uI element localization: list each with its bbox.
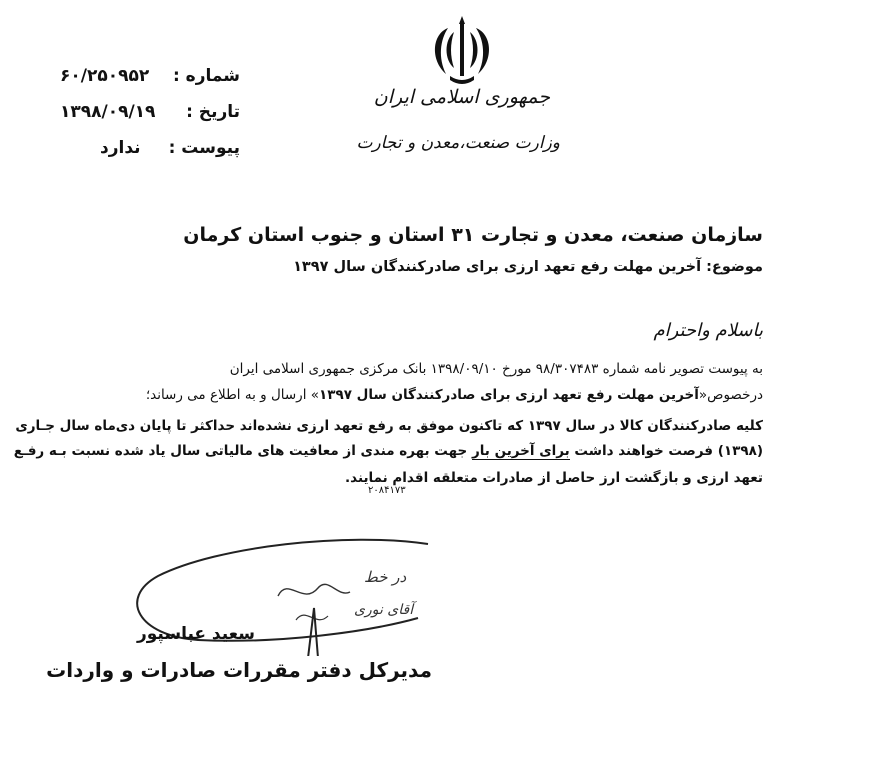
ministry-name: وزارت صنعت،معدن و تجارت <box>356 133 560 153</box>
letter-number-value: ۶۰/۲۵۰۹۵۲ <box>60 66 150 86</box>
republic-name: جمهوری اسلامی ایران <box>373 86 550 108</box>
subject-label: موضوع: <box>706 259 763 275</box>
letter-attachment-label: پیوست : <box>168 138 240 158</box>
greeting: باسلام واحترام <box>653 320 763 341</box>
paragraph-line-3: کلیه صادرکنندگان کالا در سال ۱۳۹۷ که تاکنون موفق به رفع تعهد ارزی نشده‌اند حداکثر تا پایان دی‌ماه سال جـاری <box>15 418 763 434</box>
p2-end: » ارسال و به اطلاع می رساند؛ <box>145 387 320 403</box>
paragraph-line-4 <box>14 443 763 459</box>
paragraph-line-1: به پیوست تصویر نامه شماره ۹۸/۳۰۷۴۸۳ مورخ ۱۳۹۸/۰۹/۱۰ بانک مرکزی جمهوری اسلامی ایران <box>229 361 763 377</box>
letter-date-label: تاریخ : <box>186 102 240 122</box>
p2-start: درخصوص« <box>698 387 763 403</box>
signer-name: سعید عباسپور <box>136 624 255 644</box>
letter-subject <box>293 259 763 275</box>
p4-start: (۱۳۹۸) فرصت خواهند داشت <box>569 443 763 459</box>
letter-number <box>60 66 240 92</box>
iran-emblem-icon <box>426 10 498 90</box>
letter-attachment-value: ندارد <box>100 138 141 158</box>
letter-recipient: سازمان صنعت، معدن و تجارت ۳۱ استان و جنوب استان کرمان <box>183 224 763 246</box>
p2-quoted-subject: آخرین مهلت رفع تعهد ارزی برای صادرکنندگان سال ۱۳۹۷ <box>319 387 699 403</box>
letter-attachment <box>60 138 240 164</box>
signer-title: مدیرکل دفتر مقررات صادرات و واردات <box>46 658 432 682</box>
p4-end: جهت بهره مندی از معافیت های مالیاتی سال یاد شده نسبت بـه رفـع <box>13 443 472 459</box>
paragraph-line-5: تعهد ارزی و بازگشت ارز حاصل از صادرات متعلقه اقدام نمایند. <box>345 470 763 486</box>
paragraph-line-2 <box>146 387 763 403</box>
letter-number-label: شماره : <box>172 66 240 86</box>
handwritten-note-1: در خط <box>364 568 407 586</box>
letter-date <box>60 102 240 128</box>
subject-text: آخرین مهلت رفع تعهد ارزی برای صادرکنندگان سال ۱۳۹۷ <box>293 259 702 275</box>
reference-number: ۲۰۸۴۱۷۳ <box>368 485 406 496</box>
letter-date-value: ۱۳۹۸/۰۹/۱۹ <box>60 102 156 122</box>
handwritten-note-2: آقای نوری <box>354 602 414 618</box>
p4-emphasis: برای آخرین بار <box>471 443 570 459</box>
